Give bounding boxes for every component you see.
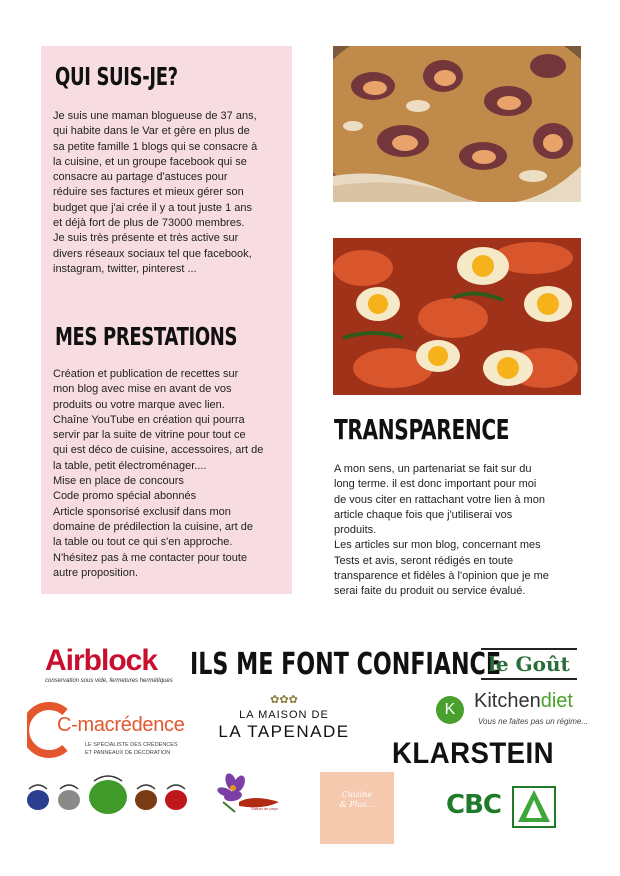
airblock-logo	[45, 645, 180, 684]
tapenade-line-2: LA TAPENADE	[218, 722, 350, 741]
cmacredence-tagline-1: LE SPÉCIALISTE DES CRÉDENCES	[85, 742, 178, 748]
partners-heading: ILS ME FONT CONFIANCE	[190, 647, 501, 682]
transparency-text: A mon sens, un partenariat se fait sur du long terme. il est donc important pour moi de vous citer en rattachant votre lien à mon article chaque fois que j'utiliserai vos produits. Les articles sur mon blog, concernant mes Tests et avis, seront rédigés en toute transparence et fidèles à l'opinion que je me serai faite du produit ou service évalué.	[334, 463, 549, 598]
cmacredence-wordmark: C-macrédence	[57, 714, 185, 736]
teapot-icons	[24, 775, 194, 817]
cuisine-plus-wordmark: Cuisine & Plus...	[339, 790, 375, 809]
cbc-wordmark: CBC	[446, 790, 501, 820]
cbc-tree-icon	[512, 786, 556, 828]
services-text: Création et publication de recettes sur mon blog avec mise en avant de vos produits ou votre marque avec lien. Chaîne YouTube en création qui pourra servir par la suite de vitrine pour tout ce qui est déco de cuisine, accessoires, art de la table, petit électroménager.... Mise en place de concours Code promo spécial abonnés Article sponsorisé exclusif dans mon domaine de prédilection la cuisine, art de la table ou tout ce qui s'en approche. N'hésitez pas à me contacter pour toute autre proposition.	[53, 368, 264, 579]
kitchendiet-k-icon: K	[436, 696, 464, 724]
airblock-tagline: conservation sous vide, fermetures hermétiques	[45, 678, 173, 684]
tapenade-logo	[208, 694, 360, 742]
services-heading: MES PRESTATIONS	[55, 322, 238, 351]
tapenade-line-1: LA MAISON DE	[239, 709, 329, 721]
legout-wordmark: le Goût	[488, 652, 570, 676]
olive-branch-icon: ✿✿✿	[270, 694, 298, 706]
cmacredence-logo	[27, 702, 197, 762]
about-text: Je suis une maman blogueuse de 37 ans, qui habite dans le Var et gère en plus de sa petite famille 1 blogs qui se consacre à la cuisine, et un groupe facebook qui se consacre au partage d'astuces pour réduire ses factures et mieux gérer son budget que j'ai crée il y a tout juste 1 ans et déjà fort de plus de 73000 membres. Je suis très présente et très active sur divers réseaux sociaux tel que facebook, instagram, twitter, pinterest ...	[53, 110, 258, 275]
saffron-caption: Safran de pays	[251, 806, 278, 811]
cmacredence-tagline-2: ET PANNEAUX DE DÉCORATION	[85, 750, 171, 756]
cuisine-plus-logo	[320, 772, 394, 844]
teapots-logo	[24, 775, 194, 817]
cbc-logo	[446, 786, 558, 826]
klarstein-logo: KLARSTEIN	[392, 737, 555, 770]
kitchendiet-tagline: Vous ne faites pas un régime...	[478, 717, 588, 726]
fig-tart-photo	[333, 46, 581, 202]
airblock-wordmark: Airblock	[45, 644, 158, 677]
legout-logo	[477, 648, 581, 684]
kitchendiet-logo	[436, 690, 611, 730]
eggs-peppers-photo	[333, 238, 581, 395]
kitchendiet-wordmark-b: diet	[540, 690, 573, 712]
saffron-logo	[213, 772, 291, 814]
kitchendiet-wordmark-a: Kitchen	[474, 690, 541, 712]
transparency-heading: TRANSPARENCE	[334, 413, 510, 446]
about-heading: QUI SUIS-JE?	[55, 62, 178, 91]
